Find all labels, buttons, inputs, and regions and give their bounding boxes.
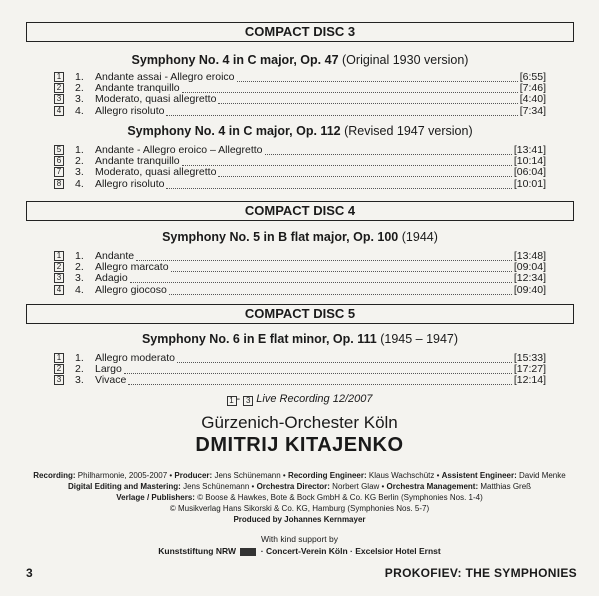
- track-index-badge: 2: [54, 364, 64, 374]
- leader-dots: [265, 153, 512, 155]
- movement-number: 1.: [75, 71, 84, 83]
- credits-line: [20, 492, 579, 503]
- movement-title: Allegro risoluto: [95, 104, 165, 117]
- movement-title: Moderato, quasi allegretto: [95, 166, 217, 179]
- movement-title: Andante assai - Allegro eroico: [95, 71, 235, 83]
- movement-number: 3.: [75, 93, 84, 106]
- credits-label: Orchestra Management:: [386, 482, 479, 491]
- work-note: (Original 1930 version): [342, 53, 469, 67]
- track-index-badge: 1: [54, 251, 64, 261]
- work-title: [26, 52, 574, 68]
- credits-label: Assistent Engineer:: [441, 471, 517, 480]
- work-title: [26, 123, 574, 139]
- leader-dots: [166, 114, 518, 116]
- track-index-badge: 1: [227, 396, 237, 406]
- sponsor-list: · Concert-Verein Köln · Excelsior Hotel Ernst: [260, 546, 441, 556]
- track-index-badge: 8: [54, 179, 64, 189]
- conductor-name: DMITRIJ KITAJENKO: [195, 434, 404, 456]
- credits-line: © Musikverlag Hans Sikorski & Co. KG, Hamburg (Symphonies Nos. 5-7): [169, 504, 430, 513]
- leader-dots: [218, 102, 518, 104]
- track-row: [54, 167, 546, 178]
- track-duration: [10:01]: [513, 177, 546, 190]
- producer-text: Produced by Johannes Kernmayer: [233, 515, 366, 524]
- track-duration: [13:41]: [513, 144, 546, 156]
- credits-label: Recording Engineer:: [287, 471, 367, 480]
- credits-value: David Menke: [519, 471, 566, 480]
- track-row: [54, 375, 546, 386]
- credits-value: Jens Schünemann: [183, 482, 250, 491]
- track-index-badge: 7: [54, 167, 64, 177]
- leader-dots: [124, 372, 512, 374]
- leader-dots: [218, 175, 512, 177]
- track-index-badge: 2: [54, 83, 64, 93]
- leader-dots: [237, 80, 518, 82]
- orchestra-name: Gürzenich-Orchester Köln: [201, 413, 398, 432]
- movement-title: Andante tranquillo: [95, 155, 180, 168]
- leader-dots: [169, 293, 512, 295]
- movement-number: 4.: [75, 177, 84, 190]
- work-note: (Revised 1947 version): [344, 124, 473, 138]
- credit-separator: •: [167, 471, 175, 480]
- page-number: 3: [26, 566, 33, 580]
- leader-dots: [128, 383, 512, 385]
- track-index-badge: 4: [54, 106, 64, 116]
- work-name: Symphony No. 5 in B flat major, Op. 100: [162, 230, 399, 244]
- credits-label: Recording:: [33, 471, 76, 480]
- movement-title: Andante: [95, 250, 135, 262]
- movement-number: 2.: [75, 261, 84, 274]
- disc-header: COMPACT DISC 3: [26, 22, 574, 42]
- credits-label: Digital Editing and Mastering:: [67, 482, 181, 491]
- movement-title: Adagio: [95, 272, 128, 285]
- track-duration: [13:48]: [513, 250, 546, 262]
- movement-number: 1.: [75, 352, 84, 364]
- movement-number: 3.: [75, 166, 84, 179]
- movement-title: Moderato, quasi allegretto: [95, 93, 217, 106]
- movement-number: 2.: [75, 363, 84, 376]
- track-index-badge: 6: [54, 156, 64, 166]
- track-row: [54, 94, 546, 105]
- movement-title: Andante - Allegro eroico – Allegretto: [95, 144, 263, 156]
- track-row: [54, 179, 546, 190]
- leader-dots: [171, 270, 512, 272]
- track-index-badge: 5: [54, 145, 64, 155]
- work-name: Symphony No. 4 in C major, Op. 47: [131, 53, 339, 67]
- track-index-badge: 3: [54, 375, 64, 385]
- track-row: [54, 273, 546, 284]
- disc-header: COMPACT DISC 4: [26, 201, 574, 221]
- work-title: [26, 331, 574, 347]
- sponsors-line: [0, 545, 599, 557]
- movement-number: 3.: [75, 272, 84, 285]
- work-note: (1945 – 1947): [380, 332, 459, 346]
- movement-title: Largo: [95, 363, 122, 376]
- leader-dots: [166, 187, 512, 189]
- credits-label: Orchestra Director:: [256, 482, 330, 491]
- track-duration: [7:34]: [519, 104, 546, 117]
- credits-value: Norbert Glaw: [332, 482, 380, 491]
- track-index-badge: 2: [54, 262, 64, 272]
- sponsor-name: Kunststiftung NRW: [158, 546, 237, 556]
- track-row: [54, 353, 546, 364]
- credits-value: © Boose & Hawkes, Bote & Bock GmbH & Co. KG Berlin (Symphonies Nos. 1-4): [197, 493, 483, 502]
- credit-separator: •: [280, 471, 288, 480]
- nrw-logo-icon: [240, 548, 256, 556]
- leader-dots: [177, 361, 512, 363]
- credits-producer: [20, 514, 579, 525]
- movement-number: 4.: [75, 283, 84, 296]
- track-index-badge: 4: [54, 285, 64, 295]
- work-note: (1944): [401, 230, 438, 244]
- track-row: [54, 106, 546, 117]
- leader-dots: [182, 164, 512, 166]
- movement-number: 4.: [75, 104, 84, 117]
- track-duration: [15:33]: [513, 352, 546, 364]
- track-row: [54, 364, 546, 375]
- credit-separator: •: [249, 482, 257, 491]
- track-index-badge: 3: [54, 94, 64, 104]
- disc-header: COMPACT DISC 5: [26, 304, 574, 324]
- credits-value: Klaus Wachschütz: [368, 471, 435, 480]
- track-index-badge: 1: [54, 353, 64, 363]
- work-name: Symphony No. 4 in C major, Op. 112: [127, 124, 341, 138]
- track-index-badge: 3: [54, 273, 64, 283]
- track-duration: [17:27]: [513, 363, 546, 376]
- credits-label: Verlage / Publishers:: [116, 493, 195, 502]
- work-name: Symphony No. 6 in E flat minor, Op. 111: [141, 332, 377, 346]
- track-index-badge: 3: [243, 396, 253, 406]
- credit-separator: •: [379, 482, 387, 491]
- work-title: [26, 229, 574, 245]
- movement-title: Allegro moderato: [95, 352, 175, 364]
- movement-number: 1.: [75, 144, 84, 156]
- track-duration: [4:40]: [519, 93, 546, 106]
- movement-title: Allegro risoluto: [95, 177, 165, 190]
- movement-title: Allegro giocoso: [95, 283, 167, 296]
- movement-title: Allegro marcato: [95, 261, 169, 274]
- credits-line: [20, 481, 579, 492]
- credits-line: [20, 470, 579, 481]
- leader-dots: [136, 259, 512, 261]
- live-recording-text: Live Recording 12/2007: [256, 393, 373, 405]
- credits-value: Jens Schünemann: [214, 471, 281, 480]
- track-duration: [09:40]: [513, 283, 546, 296]
- credit-separator: •: [434, 471, 442, 480]
- movement-number: 2.: [75, 155, 84, 168]
- track-index-badge: 1: [54, 72, 64, 82]
- leader-dots: [182, 91, 518, 93]
- live-recording-note: [0, 393, 599, 406]
- track-duration: [12:14]: [513, 374, 546, 387]
- track-duration: [06:04]: [513, 166, 546, 179]
- leader-dots: [130, 281, 512, 283]
- movement-number: 3.: [75, 374, 84, 387]
- range-separator: -: [236, 393, 241, 405]
- movement-number: 2.: [75, 82, 84, 95]
- movement-number: 1.: [75, 250, 84, 262]
- track-duration: [6:55]: [519, 71, 546, 83]
- running-title: PROKOFIEV: THE SYMPHONIES: [384, 566, 577, 580]
- track-duration: [10:14]: [513, 155, 546, 168]
- support-heading: With kind support by: [260, 534, 338, 544]
- track-row: [54, 285, 546, 296]
- credits-label: Producer:: [174, 471, 213, 480]
- credits-value: Philharmonie, 2005-2007: [77, 471, 168, 480]
- track-duration: [7:46]: [519, 82, 546, 95]
- track-duration: [09:04]: [513, 261, 546, 274]
- credits-value: Matthias Greß: [480, 482, 532, 491]
- movement-title: Vivace: [95, 374, 127, 387]
- track-duration: [12:34]: [513, 272, 546, 285]
- movement-title: Andante tranquillo: [95, 82, 180, 95]
